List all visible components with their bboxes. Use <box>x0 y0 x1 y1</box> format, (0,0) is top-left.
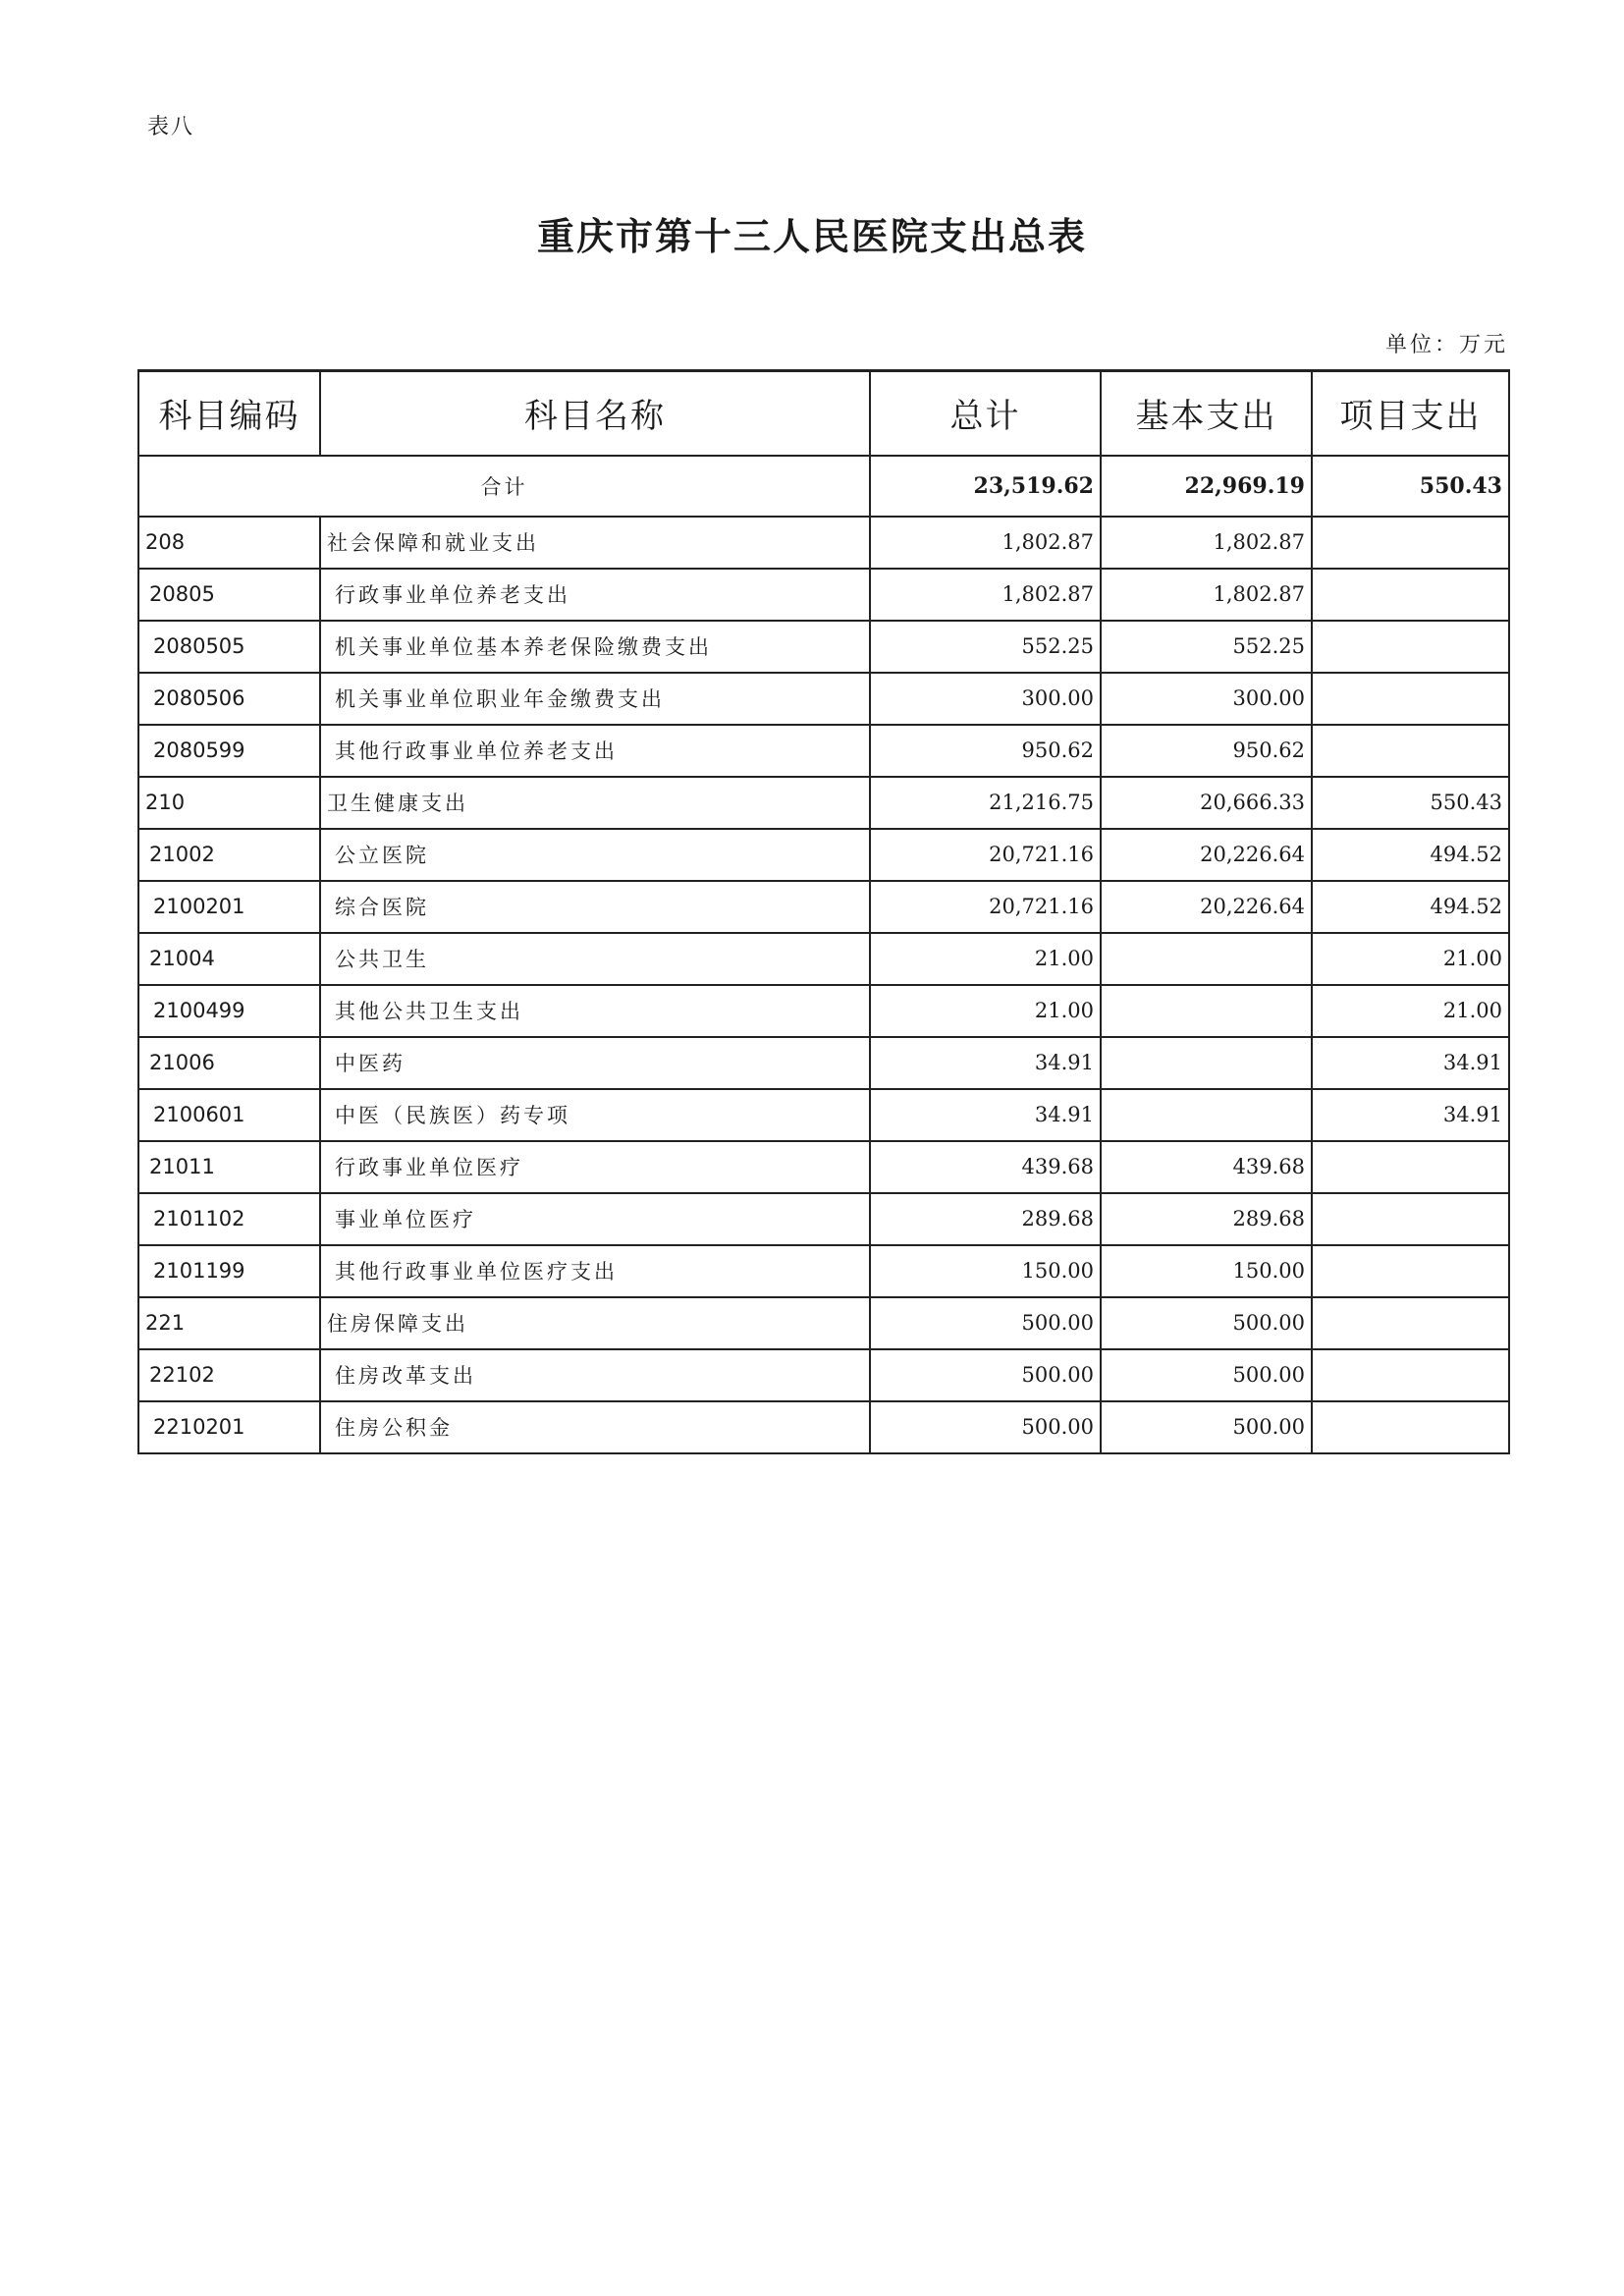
cell-code: 20805 <box>138 569 320 621</box>
cell-name: 行政事业单位医疗 <box>320 1141 870 1193</box>
cell-name: 事业单位医疗 <box>320 1193 870 1245</box>
cell-name: 卫生健康支出 <box>320 777 870 829</box>
cell-basic <box>1101 1089 1312 1141</box>
cell-project <box>1312 569 1509 621</box>
cell-project <box>1312 1245 1509 1297</box>
cell-project: 494.52 <box>1312 881 1509 933</box>
cell-basic: 500.00 <box>1101 1297 1312 1349</box>
page-label: 表八 <box>147 115 195 139</box>
total-basic: 22,969.19 <box>1101 456 1312 517</box>
cell-total: 21.00 <box>870 933 1101 985</box>
table-row <box>138 569 1509 621</box>
cell-name: 社会保障和就业支出 <box>320 517 870 569</box>
cell-name: 机关事业单位职业年金缴费支出 <box>320 673 870 725</box>
total-label: 合计 <box>138 456 870 517</box>
cell-name: 其他行政事业单位医疗支出 <box>320 1245 870 1297</box>
cell-project: 34.91 <box>1312 1037 1509 1089</box>
cell-code: 2100499 <box>138 985 320 1037</box>
table-row <box>138 1245 1509 1297</box>
table-row <box>138 1349 1509 1401</box>
table-row <box>138 1401 1509 1453</box>
cell-basic: 1,802.87 <box>1101 569 1312 621</box>
page-title: 重庆市第十三人民医院支出总表 <box>536 214 1087 258</box>
cell-total: 21.00 <box>870 985 1101 1037</box>
cell-code: 21011 <box>138 1141 320 1193</box>
cell-project <box>1312 1141 1509 1193</box>
header-basic: 基本支出 <box>1101 371 1312 456</box>
header-total: 总计 <box>870 371 1101 456</box>
cell-code: 2080505 <box>138 621 320 673</box>
cell-total: 289.68 <box>870 1193 1101 1245</box>
cell-basic: 150.00 <box>1101 1245 1312 1297</box>
cell-total: 1,802.87 <box>870 517 1101 569</box>
cell-name: 其他公共卫生支出 <box>320 985 870 1037</box>
cell-basic: 289.68 <box>1101 1193 1312 1245</box>
cell-total: 34.91 <box>870 1089 1101 1141</box>
header-row <box>138 371 1509 456</box>
header-name: 科目名称 <box>320 371 870 456</box>
table-row <box>138 517 1509 569</box>
cell-basic: 300.00 <box>1101 673 1312 725</box>
cell-basic: 20,666.33 <box>1101 777 1312 829</box>
table-row <box>138 933 1509 985</box>
table-row <box>138 985 1509 1037</box>
cell-code: 22102 <box>138 1349 320 1401</box>
table-row <box>138 1193 1509 1245</box>
cell-code: 21004 <box>138 933 320 985</box>
cell-code: 2080599 <box>138 725 320 777</box>
cell-code: 2080506 <box>138 673 320 725</box>
cell-code: 2100601 <box>138 1089 320 1141</box>
cell-basic: 20,226.64 <box>1101 829 1312 881</box>
cell-project: 494.52 <box>1312 829 1509 881</box>
cell-total: 500.00 <box>870 1297 1101 1349</box>
unit-label: 单位：万元 <box>1384 333 1508 357</box>
cell-project <box>1312 1297 1509 1349</box>
cell-total: 20,721.16 <box>870 881 1101 933</box>
cell-total: 500.00 <box>870 1401 1101 1453</box>
cell-total: 21,216.75 <box>870 777 1101 829</box>
cell-basic: 439.68 <box>1101 1141 1312 1193</box>
cell-name: 中医药 <box>320 1037 870 1089</box>
cell-basic: 1,802.87 <box>1101 517 1312 569</box>
cell-basic: 500.00 <box>1101 1401 1312 1453</box>
cell-basic: 20,226.64 <box>1101 881 1312 933</box>
cell-code: 2100201 <box>138 881 320 933</box>
cell-name: 住房公积金 <box>320 1401 870 1453</box>
cell-project: 21.00 <box>1312 933 1509 985</box>
total-row <box>138 456 1509 517</box>
cell-total: 439.68 <box>870 1141 1101 1193</box>
cell-name: 其他行政事业单位养老支出 <box>320 725 870 777</box>
cell-project <box>1312 1193 1509 1245</box>
cell-name: 公共卫生 <box>320 933 870 985</box>
cell-code: 210 <box>138 777 320 829</box>
cell-total: 150.00 <box>870 1245 1101 1297</box>
table-row <box>138 829 1509 881</box>
cell-code: 2101102 <box>138 1193 320 1245</box>
cell-code: 2210201 <box>138 1401 320 1453</box>
cell-project <box>1312 517 1509 569</box>
cell-basic: 552.25 <box>1101 621 1312 673</box>
cell-total: 20,721.16 <box>870 829 1101 881</box>
cell-name: 机关事业单位基本养老保险缴费支出 <box>320 621 870 673</box>
cell-name: 综合医院 <box>320 881 870 933</box>
cell-basic <box>1101 1037 1312 1089</box>
cell-code: 21002 <box>138 829 320 881</box>
cell-name: 行政事业单位养老支出 <box>320 569 870 621</box>
cell-total: 300.00 <box>870 673 1101 725</box>
cell-project: 21.00 <box>1312 985 1509 1037</box>
cell-project: 34.91 <box>1312 1089 1509 1141</box>
cell-total: 34.91 <box>870 1037 1101 1089</box>
cell-total: 1,802.87 <box>870 569 1101 621</box>
cell-project <box>1312 1349 1509 1401</box>
header-code: 科目编码 <box>138 371 320 456</box>
cell-project: 550.43 <box>1312 777 1509 829</box>
cell-code: 2101199 <box>138 1245 320 1297</box>
cell-total: 552.25 <box>870 621 1101 673</box>
table-row <box>138 777 1509 829</box>
cell-total: 500.00 <box>870 1349 1101 1401</box>
cell-total: 950.62 <box>870 725 1101 777</box>
cell-name: 中医（民族医）药专项 <box>320 1089 870 1141</box>
cell-name: 住房保障支出 <box>320 1297 870 1349</box>
cell-basic <box>1101 933 1312 985</box>
cell-project <box>1312 673 1509 725</box>
total-sum: 23,519.62 <box>870 456 1101 517</box>
table-row <box>138 673 1509 725</box>
table-row <box>138 1089 1509 1141</box>
cell-code: 21006 <box>138 1037 320 1089</box>
header-project: 项目支出 <box>1312 371 1509 456</box>
cell-basic: 950.62 <box>1101 725 1312 777</box>
table-row <box>138 725 1509 777</box>
table-row <box>138 881 1509 933</box>
cell-basic: 500.00 <box>1101 1349 1312 1401</box>
table-row <box>138 1141 1509 1193</box>
cell-basic <box>1101 985 1312 1037</box>
cell-project <box>1312 621 1509 673</box>
cell-name: 住房改革支出 <box>320 1349 870 1401</box>
cell-project <box>1312 725 1509 777</box>
table-row <box>138 1297 1509 1349</box>
cell-code: 208 <box>138 517 320 569</box>
table-row <box>138 1037 1509 1089</box>
cell-name: 公立医院 <box>320 829 870 881</box>
expense-table <box>137 369 1510 1454</box>
cell-project <box>1312 1401 1509 1453</box>
total-project: 550.43 <box>1312 456 1509 517</box>
table-row <box>138 621 1509 673</box>
cell-code: 221 <box>138 1297 320 1349</box>
